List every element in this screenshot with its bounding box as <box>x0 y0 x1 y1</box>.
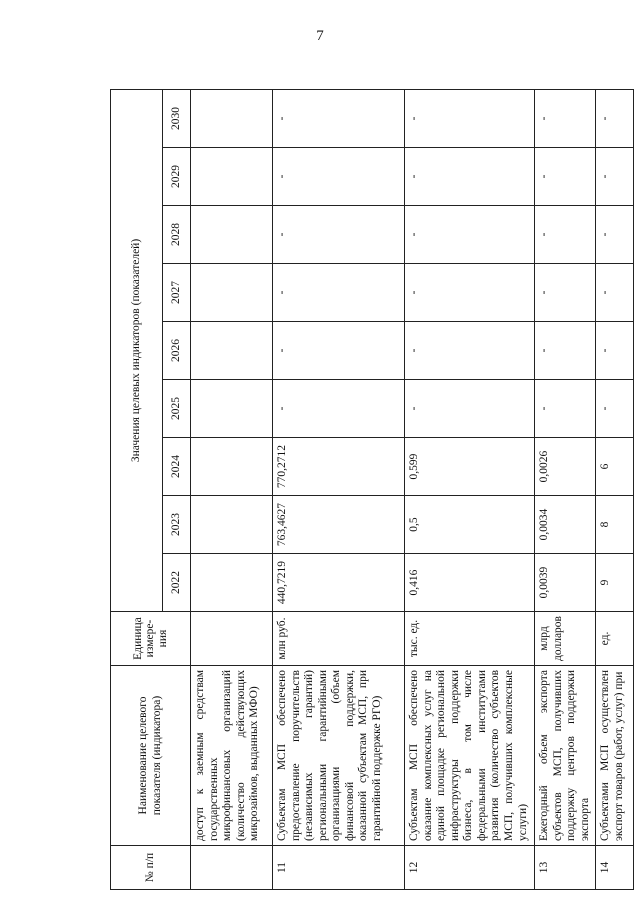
row-value: - <box>535 322 596 380</box>
header-year: 2026 <box>163 322 191 380</box>
row-value: - <box>596 148 634 206</box>
header-year: 2023 <box>163 496 191 554</box>
row-value <box>191 206 273 264</box>
row-value: - <box>405 380 535 438</box>
row-value <box>191 438 273 496</box>
row-unit: ед. <box>596 612 634 666</box>
row-name: Субъектам МСП обеспечено предоставление поручительств (независимых гарантий) региональными гарантийными организациями (объем финансовой поддержки, оказанной субъектам МСП, при гарантийной поддержке РГО) <box>273 666 405 846</box>
row-value: - <box>273 264 405 322</box>
row-unit: млн руб. <box>273 612 405 666</box>
row-value: 6 <box>596 438 634 496</box>
row-value: - <box>596 89 634 147</box>
row-value: 0,416 <box>405 554 535 612</box>
row-value: - <box>405 148 535 206</box>
table-row <box>191 89 273 889</box>
row-value: - <box>535 206 596 264</box>
row-value: 763,4627 <box>273 496 405 554</box>
row-unit: тыс. ед. <box>405 612 535 666</box>
row-value: - <box>405 322 535 380</box>
row-value: - <box>535 89 596 147</box>
row-value: - <box>535 264 596 322</box>
row-value: - <box>273 380 405 438</box>
row-value: 0,5 <box>405 496 535 554</box>
row-num: 12 <box>405 846 535 890</box>
row-num: 13 <box>535 846 596 890</box>
row-value: - <box>535 148 596 206</box>
indicator-table <box>110 89 634 890</box>
table-row <box>405 89 535 889</box>
page-number: 7 <box>316 28 324 44</box>
row-value: 770,2712 <box>273 438 405 496</box>
header-year: 2027 <box>163 264 191 322</box>
row-value: 0,0034 <box>535 496 596 554</box>
row-value: 440,7219 <box>273 554 405 612</box>
table-row <box>273 89 405 889</box>
row-value <box>191 264 273 322</box>
row-name: Субъектами МСП осуществлен экспорт товаров (работ, услуг) при <box>596 666 634 846</box>
row-value <box>191 89 273 147</box>
table-row <box>596 89 634 889</box>
row-value: 0,0039 <box>535 554 596 612</box>
row-value: - <box>273 89 405 147</box>
header-year: 2029 <box>163 148 191 206</box>
row-value: - <box>405 206 535 264</box>
row-value <box>191 148 273 206</box>
row-num: 11 <box>273 846 405 890</box>
header-year: 2024 <box>163 438 191 496</box>
row-value: - <box>535 380 596 438</box>
row-value: - <box>273 148 405 206</box>
row-name: доступ к заемным средствам государственных микрофинансовых организаций (количество действующих микрозаймов, выданных МФО) <box>191 666 273 846</box>
row-name: Субъектам МСП обеспечено оказание комплексных услуг на единой площадке региональной инфраструктуры поддержки бизнеса, в том числе федеральными институтами развития (количество субъектов МСП, получивших комплексные услуги) <box>405 666 535 846</box>
row-value: - <box>596 264 634 322</box>
row-unit: млрд долларов <box>535 612 596 666</box>
header-year: 2028 <box>163 206 191 264</box>
header-name: Наименование целевого показателя (индикатора) <box>111 666 191 846</box>
row-value <box>191 554 273 612</box>
row-num: 14 <box>596 846 634 890</box>
header-year: 2030 <box>163 89 191 147</box>
row-value <box>191 322 273 380</box>
indicator-table-container <box>110 90 630 890</box>
header-values-group: Значения целевых индикаторов (показателей) <box>111 89 163 611</box>
row-value: 0,0026 <box>535 438 596 496</box>
row-value: - <box>273 206 405 264</box>
row-value: 8 <box>596 496 634 554</box>
header-num: № п/п <box>111 846 191 890</box>
row-value: 0,599 <box>405 438 535 496</box>
row-name: Ежегодный объем экспорта субъектов МСП, получивших поддержку центров поддержки экспорта <box>535 666 596 846</box>
row-value <box>191 380 273 438</box>
row-value: - <box>596 206 634 264</box>
header-year: 2022 <box>163 554 191 612</box>
row-value: - <box>405 264 535 322</box>
header-unit: Единица измере-ния <box>111 612 191 666</box>
row-unit <box>191 612 273 666</box>
header-year: 2025 <box>163 380 191 438</box>
row-value: - <box>273 322 405 380</box>
row-value: - <box>596 322 634 380</box>
row-num <box>191 846 273 890</box>
row-value: 9 <box>596 554 634 612</box>
row-value: - <box>405 89 535 147</box>
row-value <box>191 496 273 554</box>
row-value: - <box>596 380 634 438</box>
table-row <box>535 89 596 889</box>
